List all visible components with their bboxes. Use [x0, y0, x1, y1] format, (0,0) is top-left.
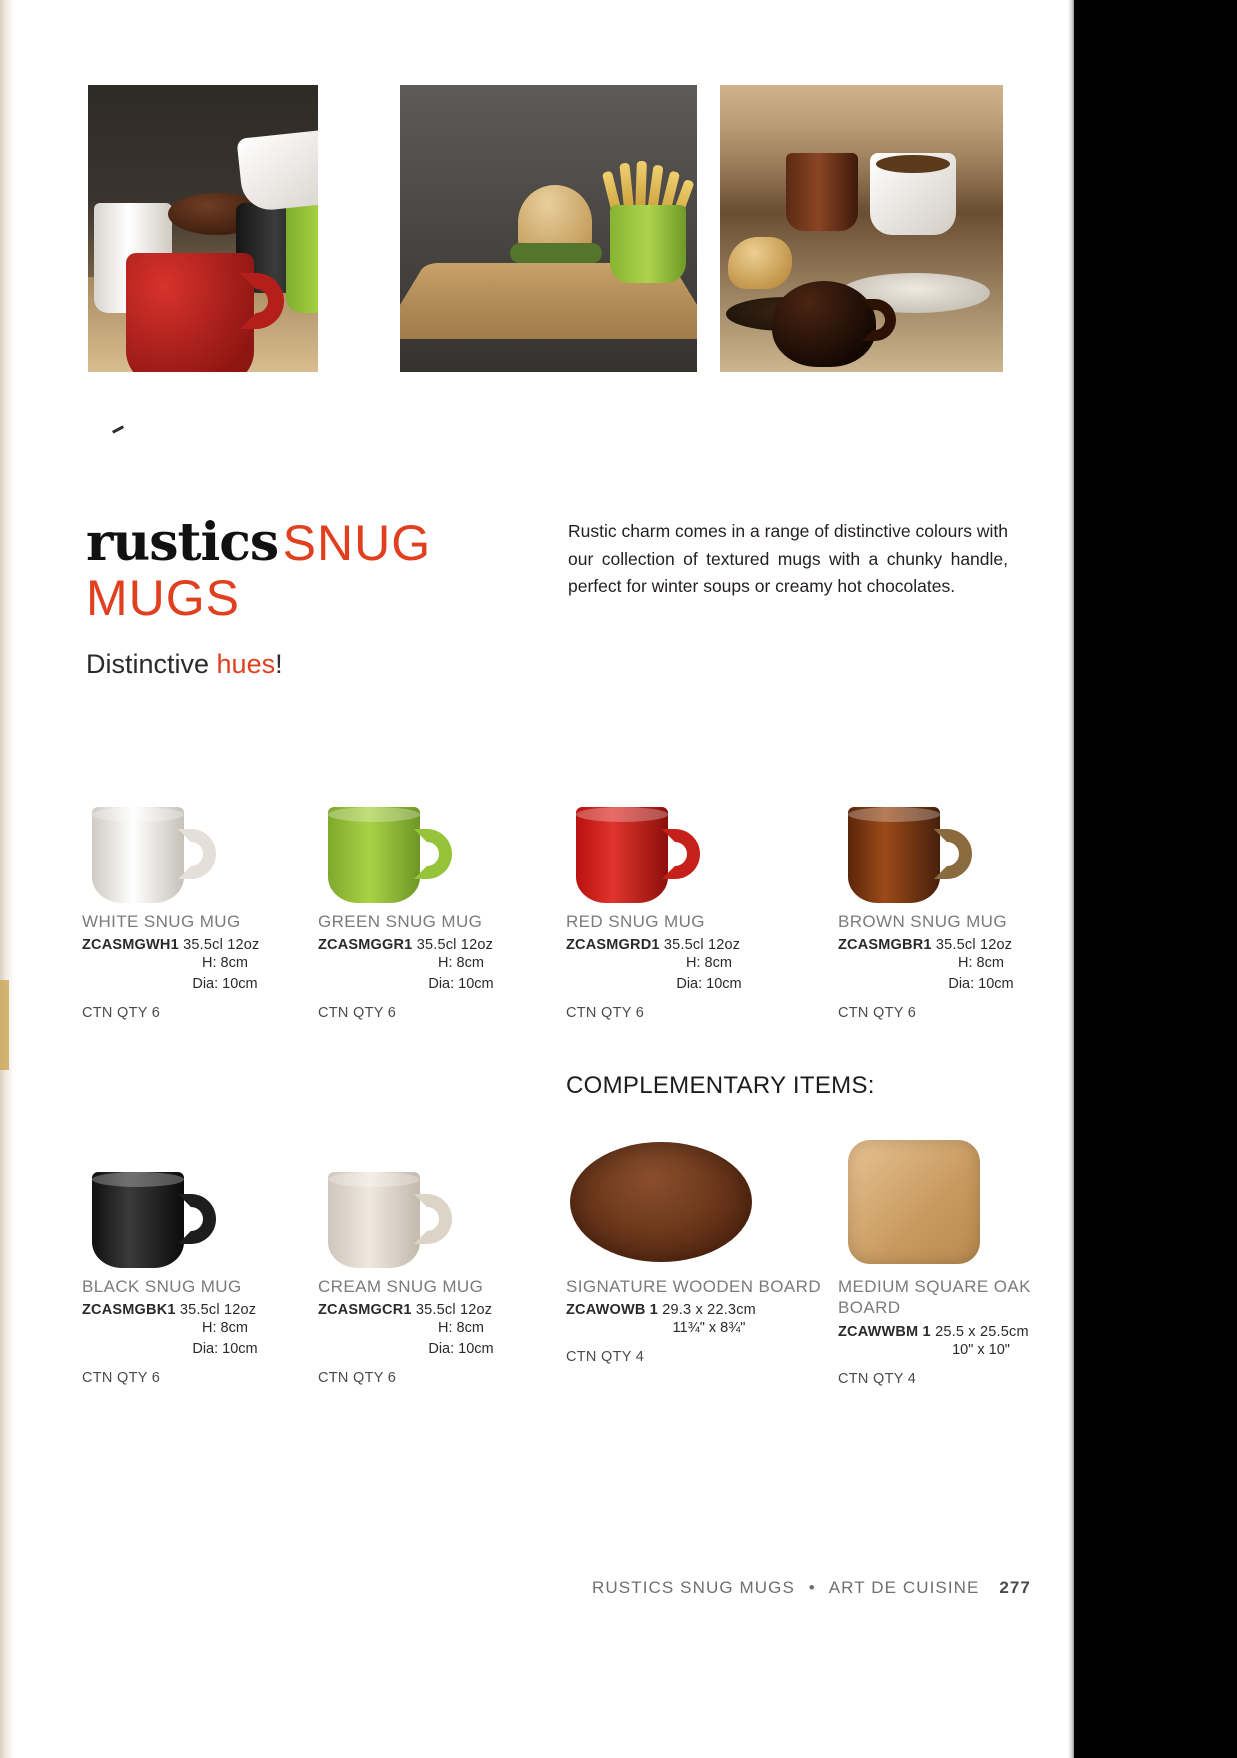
footer-section-name: RUSTICS SNUG MUGS: [592, 1578, 795, 1597]
photo-red-mug: [126, 253, 254, 372]
page-subtitle: [86, 649, 556, 680]
product-carton-qty: CTN QTY 6: [82, 1005, 161, 1022]
mug-handle: [934, 829, 972, 879]
title-line-1: [86, 512, 556, 573]
product-dimension-1: H: 8cm: [958, 955, 1004, 972]
product-name: GREEN SNUG MUG: [318, 912, 483, 931]
photo-burger-filling: [510, 243, 602, 263]
product-carton-qty: CTN QTY 6: [318, 1005, 397, 1022]
product-dimension-1: H: 8cm: [202, 1320, 248, 1337]
photo-green-fry-cup: [610, 205, 686, 283]
product-card-signature-wooden-board[interactable]: [566, 1135, 826, 1365]
photo-pastry: [728, 237, 792, 289]
product-capacity: 35.5cl 12oz: [416, 937, 494, 954]
product-capacity: 35.5cl 12oz: [183, 937, 260, 954]
oval-board-shape: [570, 1142, 752, 1262]
product-caption: [566, 911, 826, 1021]
mug-handle: [178, 1194, 216, 1244]
product-dimension-2: Dia: 10cm: [192, 976, 258, 993]
product-code: ZCASMGCR1: [318, 1302, 412, 1319]
product-code: ZCASMGGR1: [318, 937, 413, 954]
product-name: RED SNUG MUG: [566, 912, 705, 931]
product-image-black-snug-mug: [82, 1135, 342, 1270]
product-carton-qty: CTN QTY 6: [318, 1370, 397, 1387]
mug-body: [92, 807, 184, 903]
product-image-white-snug-mug: [82, 770, 342, 905]
product-image-cream-snug-mug: [318, 1135, 578, 1270]
product-dimension-1: H: 8cm: [438, 1320, 484, 1337]
product-carton-qty: CTN QTY 6: [82, 1370, 161, 1387]
page-number: 277: [999, 1578, 1031, 1597]
photo-brown-cup: [786, 153, 858, 231]
product-capacity: 29.3 x 22.3cm: [662, 1302, 756, 1319]
mug-body: [848, 807, 940, 903]
product-caption: [318, 911, 578, 1021]
product-capacity: 35.5cl 12oz: [415, 1302, 493, 1319]
product-code: ZCASMGBR1: [838, 937, 932, 954]
mug-body: [328, 1172, 420, 1268]
product-image-signature-wooden-board: [566, 1135, 826, 1270]
mug-handle: [414, 829, 452, 879]
page-thumb-tab: [0, 980, 9, 1070]
product-dimension-1: H: 8cm: [438, 955, 484, 972]
mug-handle: [414, 1194, 452, 1244]
product-image-brown-snug-mug: [838, 770, 1098, 905]
footer-brand-name: ART DE CUISINE: [828, 1578, 980, 1597]
product-code-line: [82, 937, 342, 953]
product-code-line: [318, 937, 578, 953]
product-code-line: [318, 1302, 578, 1318]
product-dimension-2: Dia: 10cm: [192, 1341, 258, 1358]
product-carton-qty: CTN QTY 4: [838, 1370, 917, 1387]
product-caption: [318, 1276, 578, 1386]
product-code: ZCAWOWB 1: [566, 1302, 659, 1319]
product-name: SIGNATURE WOODEN BOARD: [566, 1277, 822, 1296]
page-title: [86, 512, 556, 680]
product-dimension-2: Dia: 10cm: [428, 1341, 494, 1358]
subtitle-suffix: !: [275, 649, 283, 679]
product-caption: [838, 1276, 1098, 1387]
product-dimension-1: H: 8cm: [202, 955, 248, 972]
product-card-red-snug-mug[interactable]: [566, 770, 826, 1021]
photo-coffee-surface: [876, 155, 950, 173]
photo-blurred-background: [720, 85, 1003, 205]
page-footer: [592, 1578, 1031, 1598]
title-word-mugs: MUGS: [86, 570, 240, 626]
intro-paragraph: Rustic charm comes in a range of distinctive colours with our collection of textured mugs with a chunky handle, perfect for winter soups or creamy hot chocolates.: [568, 521, 1008, 597]
product-code: ZCASMGWH1: [82, 937, 179, 954]
mug-body: [92, 1172, 184, 1268]
product-dimension-2: Dia: 10cm: [428, 976, 494, 993]
product-code: ZCAWWBM 1: [838, 1323, 931, 1340]
photo-burger-and-fries-on-board: [400, 85, 697, 372]
product-name: CREAM SNUG MUG: [318, 1277, 484, 1296]
photo-coloured-snug-mugs-group: [88, 85, 318, 372]
product-name: BLACK SNUG MUG: [82, 1277, 242, 1296]
mug-handle: [662, 829, 700, 879]
hero-photo-row: [88, 85, 1003, 372]
product-card-black-snug-mug[interactable]: [82, 1135, 342, 1386]
product-code-line: [566, 937, 826, 953]
product-card-medium-square-oak-board[interactable]: [838, 1135, 1098, 1387]
mug-body: [576, 807, 668, 903]
product-name: WHITE SNUG MUG: [82, 912, 241, 931]
photo-cups-saucers-and-teapot: [720, 85, 1003, 372]
product-dimension-2: Dia: 10cm: [948, 976, 1014, 993]
product-dimension-1: 11¾" x 8¾": [672, 1320, 746, 1337]
product-capacity: 35.5cl 12oz: [663, 937, 741, 954]
photo-green-mug: [286, 203, 318, 313]
product-code-line: [838, 1324, 1098, 1340]
product-code: ZCASMGBK1: [82, 1302, 176, 1319]
product-code: ZCASMGRD1: [566, 937, 660, 954]
product-caption: [82, 911, 342, 1021]
product-card-white-snug-mug[interactable]: [82, 770, 342, 1021]
product-code-line: [82, 1302, 342, 1318]
photo-teapot: [772, 281, 876, 367]
product-name: MEDIUM SQUARE OAK BOARD: [838, 1277, 1031, 1318]
product-card-brown-snug-mug[interactable]: [838, 770, 1098, 1021]
product-caption: [82, 1276, 342, 1386]
product-capacity: 25.5 x 25.5cm: [935, 1323, 1029, 1340]
product-dimension-1: 10" x 10": [952, 1341, 1010, 1358]
product-code-line: [566, 1302, 826, 1318]
product-capacity: 35.5cl 12oz: [179, 1302, 257, 1319]
product-image-red-snug-mug: [566, 770, 826, 905]
page-spine-shadow: [0, 0, 14, 1758]
product-image-medium-square-oak-board: [838, 1135, 1098, 1270]
brand-name: rustics: [86, 512, 279, 573]
product-code-line: [838, 937, 1098, 953]
title-word-snug: SNUG: [282, 515, 432, 571]
product-image-green-snug-mug: [318, 770, 578, 905]
product-carton-qty: CTN QTY 6: [566, 1005, 645, 1022]
subtitle-prefix: Distinctive: [86, 649, 217, 679]
footer-separator-icon: •: [808, 1578, 816, 1597]
product-carton-qty: CTN QTY 6: [838, 1005, 917, 1022]
square-board-shape: [848, 1140, 980, 1264]
product-carton-qty: CTN QTY 4: [566, 1349, 645, 1366]
photo-stacked-white-mug: [236, 127, 318, 212]
product-caption: [566, 1276, 826, 1365]
mug-handle: [178, 829, 216, 879]
product-name: BROWN SNUG MUG: [838, 912, 1007, 931]
product-card-cream-snug-mug[interactable]: [318, 1135, 578, 1386]
complementary-items-heading: COMPLEMENTARY ITEMS:: [566, 1072, 875, 1099]
product-caption: [838, 911, 1098, 1021]
subtitle-accent: hues: [216, 649, 276, 679]
product-dimension-2: Dia: 10cm: [676, 976, 742, 993]
mug-body: [328, 807, 420, 903]
product-capacity: 35.5cl 12oz: [935, 937, 1013, 954]
product-dimension-1: H: 8cm: [686, 955, 732, 972]
product-card-green-snug-mug[interactable]: [318, 770, 578, 1021]
